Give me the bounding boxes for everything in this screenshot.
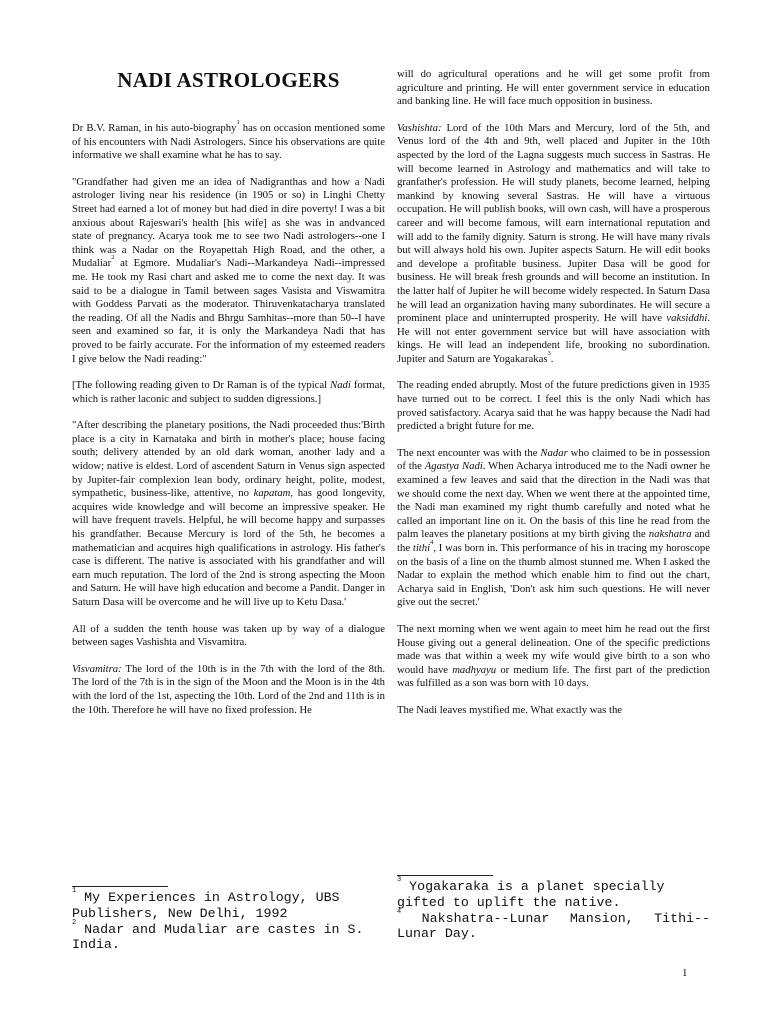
quote-paragraph-reading: "After describing the planetary positions, the Nadi proceeded thus:'Birth place is a city in Karnataka and birth in mother's place; house facing south; delivery attended by an old dark woman, another lady and a widow; native is eldest. Lord of ascendent Saturn in Venus sign aspected by Jupiter-fair complexion lean body, ordinary height, polite, modest, sympathetic, business-like, attentive, no kapatam, has good longevity, acquires wide knowledge and will become an impressive speaker. He will have frequent travels. Helpful, he will become happy and surpasses his grandfather. Because Mercury is lord of the 5th, he becomes a mathematician and acquires high qualifications in astrology. His father's case is different. The native is associated with his grandfather and will earn much reputation. The lord of the 2nd is strong aspecting the Moon and Saturn. He will have high education and become a Pandit. Danger in Saturn Dasa will be overcome and he will live up to Ketu Dasa.' — [72, 419, 385, 608]
intro-paragraph: Dr B.V. Raman, in his auto-biography$^1$ has on occasion mentioned some of his encounters with Nadi Astrologers. Since his observations are quite informative we shall examine what he has to say. — [72, 119, 385, 162]
mystified-paragraph: The Nadi leaves mystified me. What exactly was the — [397, 703, 623, 716]
page-number: 1 — [682, 967, 688, 979]
nadar-encounter-paragraph: The next encounter was with the Nadar who claimed to be in possession of the Agastya Nadi. When Acharya introduced me to the Nadi owner he examined a few leaves and said that the direction in the Nadi was that we should come the next day. When we went there at the appointed time, the Nadi man examined my right thumb carefully and noted what he called an important line on it. On the basis of this line he read from the palm leaves the planetary positions at my birth giving the nakshatra and the tithi$^4$, I was born in. This performance of his in tracing my horoscope on the basis of a line on the thumb almost stunned me. When I asked the Nadar to explain the method which enable him to find out the chart, Acharya said in English, 'Don't ask him such questions. He will never give out the secret.' — [397, 446, 711, 609]
footnote-3: $^3$ Yogakaraka is a planet specially gifted to uplift the native. — [397, 876, 665, 910]
editorial-note: [The following reading given to Dr Raman is of the typical Nadi format, which is rather laconic and subject to sudden digressions.] — [72, 379, 385, 405]
left-body — [72, 119, 385, 730]
footnote-4: $^4$ Nakshatra--Lunar Mansion, Tithi--Lunar Day. — [397, 907, 710, 942]
footnote-ref-1: 1 — [236, 119, 240, 126]
reading-ended-paragraph: The reading ended abruptly. Most of the future predictions given in 1935 have turned out to be correct. I feel this is the only Nadi which has proved satisfactory. Acarya said that he was happy because the Nadi had predicted a bright future for me. — [397, 379, 710, 433]
footnote-rule — [397, 875, 493, 876]
continuation-paragraph: will do agricultural operations and he will get some profit from agriculture and printing. He will enter government service in education and banking line. He will face much opposition in business. — [397, 68, 710, 108]
footnote-rule — [72, 886, 168, 887]
tenth-house-paragraph: All of a sudden the tenth house was taken up by way of a dialogue between sages Vashishta and Visvamitra. — [72, 622, 385, 649]
article-title: NADI ASTROLOGERS — [117, 68, 340, 92]
footnote-ref-4: 4 — [430, 539, 434, 546]
next-morning-paragraph: The next morning when we went again to meet him he read out the first House giving out a general delineation. One of the specific predictions made was that within a week my wife would give birth to a son who would have madhyayu or medium life. The first part of the prediction was fulfilled as a son was born with 10 days. — [397, 622, 710, 690]
right-footnotes — [397, 876, 710, 942]
footnote-ref-3: 3 — [547, 349, 551, 357]
vashishta-paragraph: Vashishta: Lord of the 10th Mars and Mercury, lord of the 5th, and Venus lord of the 4th and 9th, well placed and Jupiter in the 10th aspected by the lord of the Lagna suggests much success in Sastras. He will become learned in Astrology and mathematics and will take to granfather's profession. He will study planets, become learned, helping mankind by knowing several Sastras. He will have a virtuous occupation. He will publish books, will own cash, will have a prosperous career and will become famous, will earn international reputation and will add to the family dignity. Saturn is strong. He will have many rivals but will always hold his own. Jupiter aspects Saturn. He will edit books and develope a profitable business. Jupiter Dasa will be good for business. He will break fresh grounds and will become an institution. In the latter half of Jupiter he will become widely respected. In Saturn Dasa he will lead an organization having many subordinates. He will secure a prominent place and uninterrupted prosperity. He will have vaksiddhi. He will not enter government service but will have association with kings. He will lead an independent life, brooking no subordination. Jupiter and Saturn are Yogakarakas$^3$. — [397, 121, 710, 365]
footnote-1: $^1$ My Experiences in Astrology, UBS Publishers, New Delhi, 1992 — [72, 887, 340, 921]
quote-paragraph-grandfather: "Grandfather had given me an idea of Nadigranthas and how a Nadi astrologer living near his residence (in 1905 or so) in Linghi Chetty Street had earned a lot of money but had died in dire poverty! I was a bit anxious about Rajeswari's health [his wife] as she was in andvanced state of pregnancy. Acarya took me to see two Nadi astrologers--one I think was a Nadar on the Royapettah High Road, and the other, a Mudaliar$^2$ at Egmore. Mudaliar's Nadi--Markandeya Nadi--impressed me. He took my Rasi chart and asked me to come the next day. It was said to be a dialogue in Tamil between sages Vasista and Viswamitra with Goddess Parvati as the moderator. Thiruvenkatacharya translated the reading. Of all the Nadis and Bhrgu Samhitas--more than 50--I have seen and examined so far, it is only the Markandeya Nadi that has proved to be fairly accurate. For the information of my esteemed readers I give below the Nadi reading:" — [72, 175, 385, 365]
left-footnotes — [72, 887, 385, 953]
visvamitra-paragraph: Visvamitra: The lord of the 10th is in the 7th with the lord of the 8th. The lord of the 7th is in the sign of the Moon and the Moon is in the 4th with the lord of the 1st, aspecting the 10th. Lord of the 2nd and 11th is in the 10th. Therefore he will have no fixed profession. He — [72, 662, 385, 716]
footnote-2: $^2$ Nadar and Mudaliar are castes in S. India. — [72, 918, 364, 953]
right-body — [397, 68, 710, 731]
footnote-ref-2: 2 — [111, 254, 115, 262]
